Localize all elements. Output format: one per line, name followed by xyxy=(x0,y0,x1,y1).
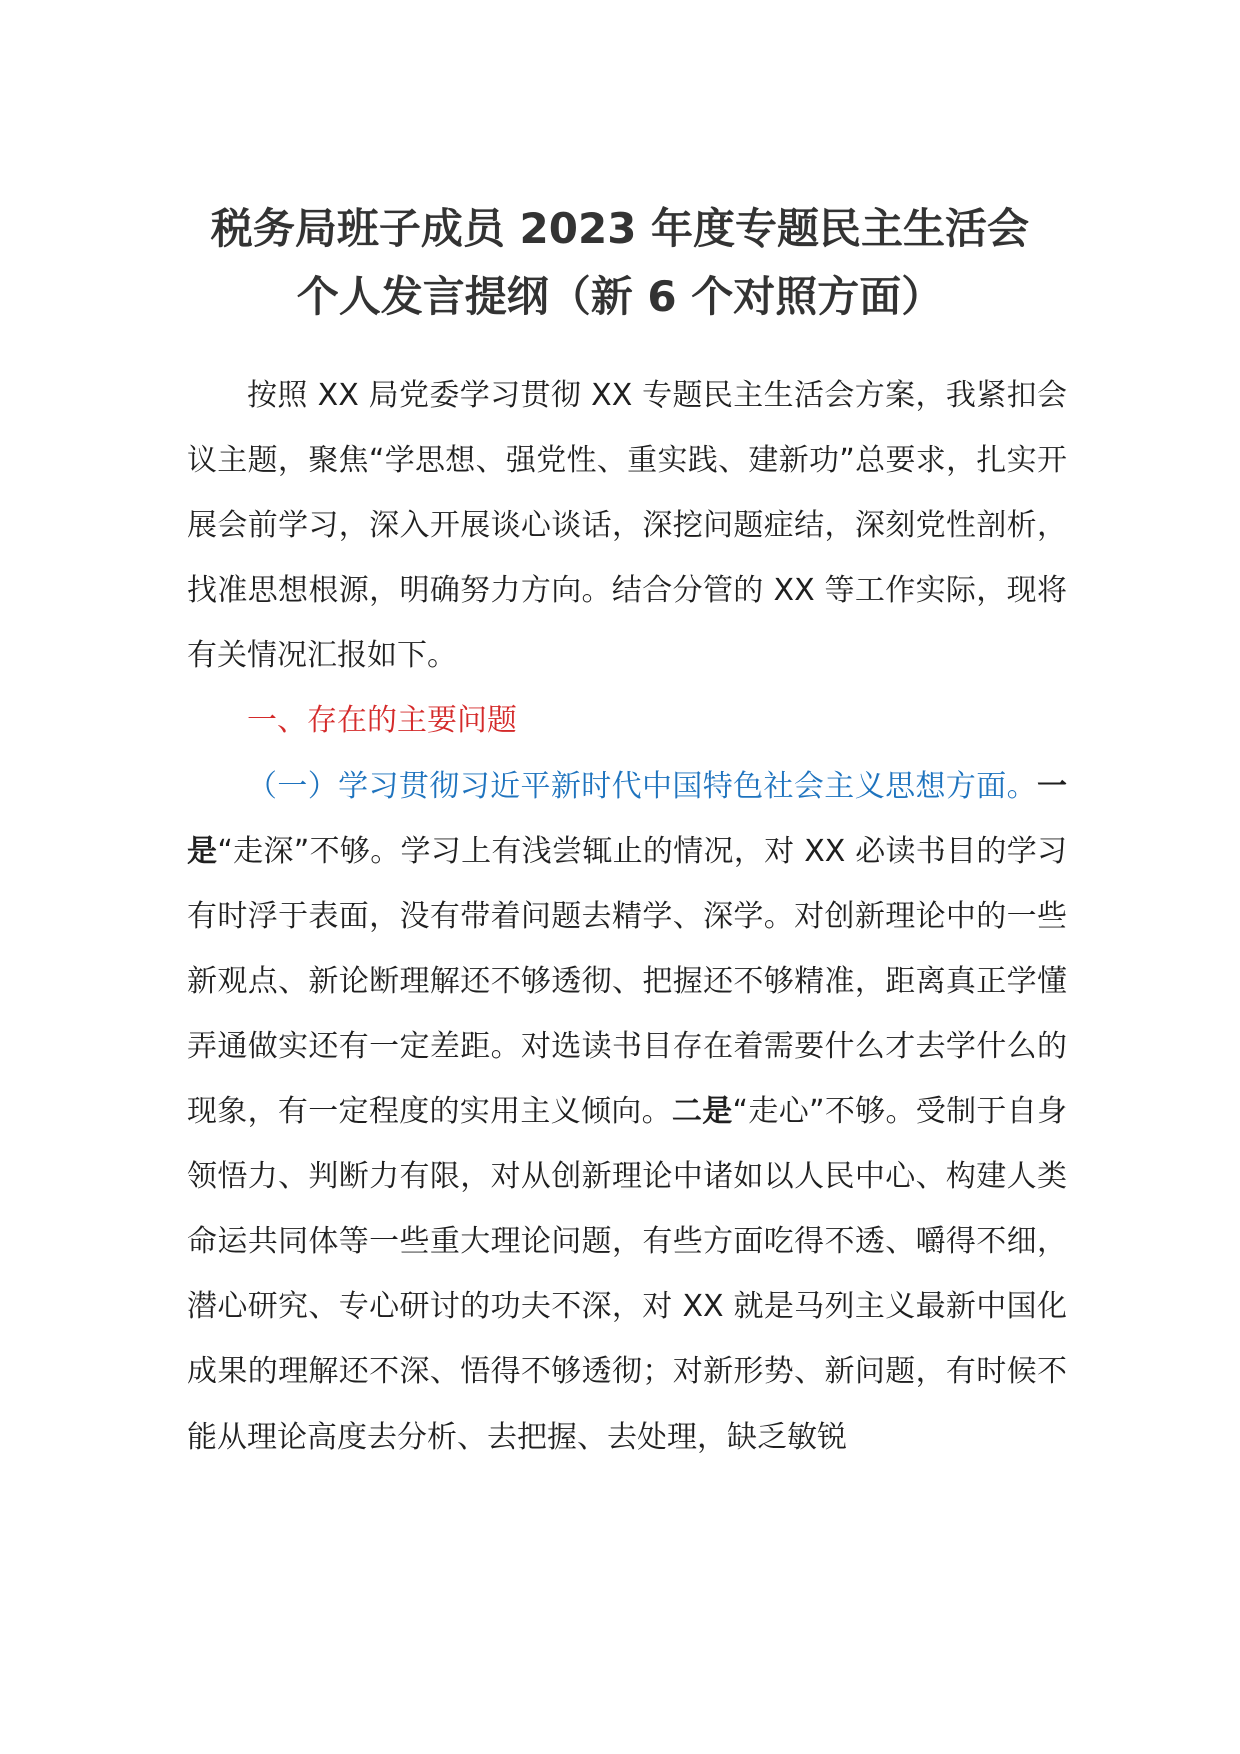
subsection-heading: （一）学习贯彻习近平新时代中国特色社会主义思想方面。 xyxy=(247,768,1037,804)
document-title-line-2: 个人发言提纲（新 6 个对照方面） xyxy=(296,272,944,321)
point-2-text: “走心”不够。受制于自身领悟力、判断力有限，对从创新理论中诸如以人民中心、构建人类命运共同体等一些重大理论问题，有些方面吃得不透、嚼得不细，潜心研究、专心研讨的功夫不深，对 XX 就是马列主义最新中国化成果的理解还不深、悟得不够透彻；对新形势、新问题，有时候不能从理论高度去分析、去把握、去处理，缺乏敏锐 xyxy=(187,1094,1068,1455)
intro-paragraph: 按照 XX 局党委学习贯彻 XX 专题民主生活会方案，我紧扣会议主题，聚焦“学思想、强党性、重实践、建新功”总要求，扎实开展会前学习，深入开展谈心谈话，深挖问题症结，深刻党性剖析，找准思想根源，明确努力方向。结合分管的 XX 等工作实际，现将有关情况汇报如下。 xyxy=(187,378,1067,674)
point-2-label: 二是 xyxy=(671,1094,733,1130)
document-title-line-1: 税务局班子成员 2023 年度专题民主生活会 xyxy=(210,204,1030,253)
section-heading-text: 一、存在的主要问题 xyxy=(247,703,517,739)
document-body xyxy=(187,363,1067,1470)
point-1-label: 一是 xyxy=(187,768,1067,869)
point-1-text: “走深”不够。学习上有浅尝辄止的情况，对 XX 必读书目的学习有时浮于表面，没有带着问题去精学、深学。对创新理论中的一些新观点、新论断理解还不够透彻、把握还不够精准，距离真正学懂弄通做实还有一定差距。对选读书目存在着需要什么才去学什么的现象，有一定程度的实用主义倾向。 xyxy=(187,833,1068,1130)
subsection-paragraph xyxy=(187,754,1067,1470)
section-heading xyxy=(187,688,1067,753)
